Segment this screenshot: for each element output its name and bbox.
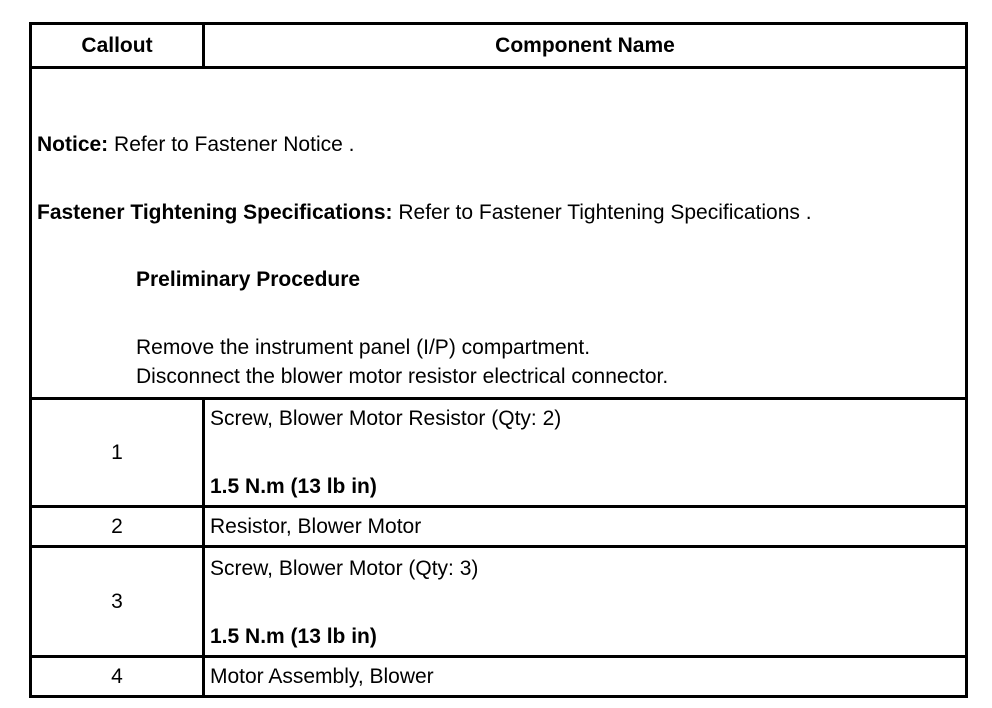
component-name-cell: Screw, Blower Motor Resistor (Qty: 2) [210,407,562,430]
header-callout: Callout [81,33,153,57]
notice-label: Notice: [37,133,109,156]
component-table [29,22,968,698]
prelim-step: Disconnect the blower motor resistor electrical connector. [136,365,669,388]
callout-cell: 3 [111,589,123,613]
torque-spec: 1.5 N.m (13 lb in) [210,625,377,648]
header-component-name: Component Name [495,33,675,57]
prelim-step: Remove the instrument panel (I/P) compartment. [136,336,591,359]
component-name-cell: Resistor, Blower Motor [210,515,422,538]
component-name-cell: Screw, Blower Motor (Qty: 3) [210,557,479,580]
component-name-cell: Motor Assembly, Blower [210,665,434,688]
notice-line [37,133,354,157]
callout-cell: 2 [111,514,123,538]
notes-section [32,69,965,397]
spec-text: Refer to Fastener Tightening Specifications . [392,201,812,224]
callout-cell: 1 [111,440,123,464]
header-divider [202,25,205,66]
spec-label: Fastener Tightening Specifications: [37,201,393,224]
column-divider [202,658,205,695]
notice-text: Refer to Fastener Notice . [108,133,355,156]
column-divider [202,548,205,655]
preliminary-procedure-title: Preliminary Procedure [136,268,361,291]
column-divider [202,400,205,505]
torque-spec: 1.5 N.m (13 lb in) [210,475,377,498]
callout-cell: 4 [111,664,123,688]
column-divider [202,508,205,545]
spec-line [37,201,812,225]
